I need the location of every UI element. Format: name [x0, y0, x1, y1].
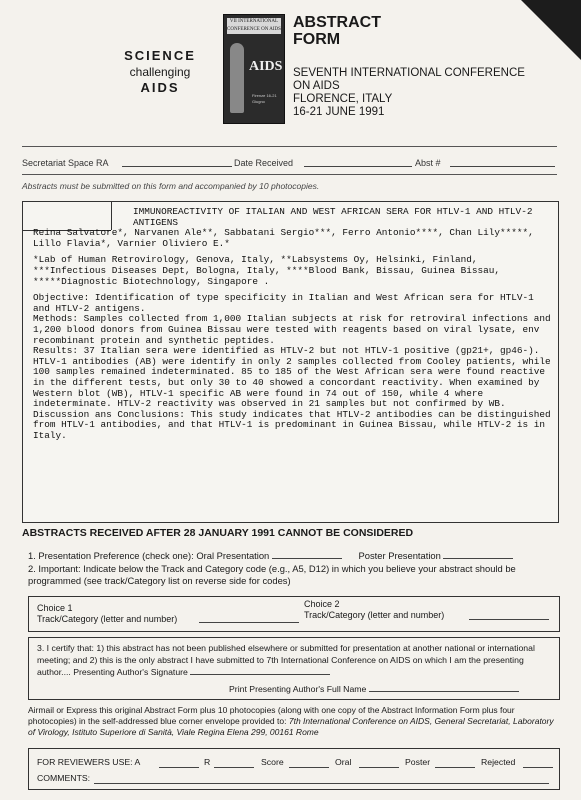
print-name-row: [229, 683, 519, 694]
score-label: Score: [261, 757, 284, 767]
choice-2: [304, 599, 444, 621]
track-category-instruction: 2. Important: Indicate below the Track and Category code (e.g., A5, D12) in which you believe your abstract should be programmed (see track/Category list on reverse side for codes): [28, 563, 516, 586]
reviewer-r-label: R: [204, 757, 211, 767]
score-field[interactable]: [289, 759, 329, 768]
form-title-line: ABSTRACT: [293, 14, 381, 31]
certification-text: [37, 642, 555, 678]
choice-1-title: Choice 1: [37, 603, 73, 613]
presentation-preference: [28, 550, 513, 561]
divider: [22, 146, 557, 147]
print-name-label: Print Presenting Author's Full Name: [229, 684, 367, 694]
poster-presentation-field[interactable]: [443, 550, 513, 559]
tagline-line: AIDS: [140, 80, 180, 95]
poster-header: VII INTERNATIONAL CONFERENCE ON AIDS: [227, 19, 281, 32]
conference-info: [293, 67, 525, 119]
secretariat-row: [22, 158, 557, 170]
abstract-authors: Reina Salvatore*, Narvanen Ale**, Sabbatani Sergio***, Ferro Antonio****, Chan Lily*****, Lillo Flavia*, Varnier Oliviero E.*: [33, 227, 534, 249]
choice-1-label: Track/Category (letter and number): [37, 614, 178, 624]
reviewers-box: [28, 748, 560, 790]
tagline-line: challenging: [129, 65, 191, 79]
divider: [22, 174, 557, 175]
tagline-line: SCIENCE: [124, 48, 196, 63]
secretariat-space-label: Secretariat Space RA: [22, 158, 109, 168]
poster-footer: Firenze 16-21 Giugno: [252, 93, 277, 104]
secretariat-field[interactable]: [122, 158, 232, 167]
tagline: [115, 48, 205, 96]
conference-line: FLORENCE, ITALY: [293, 93, 393, 105]
date-received-label: Date Received: [234, 158, 294, 168]
rejected-label: Rejected: [481, 757, 516, 767]
form-title-line: FORM: [293, 31, 341, 48]
date-received-field[interactable]: [304, 158, 412, 167]
oral-field[interactable]: [359, 759, 399, 768]
poster-label: Poster: [405, 757, 431, 767]
conference-line: ON AIDS: [293, 80, 340, 92]
abstract-title: IMMUNOREACTIVITY OF ITALIAN AND WEST AFRICAN SERA FOR HTLV-1 AND HTLV-2 ANTIGENS: [133, 206, 533, 228]
abstract-box: [22, 201, 559, 523]
mailing-address: 7th International Conference on AIDS, General Secretariat, Laboratory of Virology, Istituto Superiore di Sanità, Viale Regina Elena 299, 00161 Rome: [28, 716, 554, 737]
conference-line: 16-21 JUNE 1991: [293, 106, 385, 118]
signature-field[interactable]: [190, 666, 330, 675]
choice-1-field[interactable]: [199, 614, 299, 623]
certification-statement: 3. I certify that: 1) this abstract has not been published elsewhere or submitted for presentation at another national or international meeting; and 2) this is the only abstract I have submitted to 7th International Conference on AIDS on which I am the presenting author.... Presenting Author's Signature: [37, 643, 535, 677]
choice-2-field[interactable]: [469, 611, 549, 620]
oral-presentation-field[interactable]: [272, 550, 342, 559]
abstract-affiliations: *Lab of Human Retrovirology, Genova, Italy, **Labsystems Oy, Helsinki, Finland, ***Infectious Diseases Dept, Bologna, Italy, ****Blood Bank, Bissau, Guinea Bissau, *****Diagnostic Biotechnology, Singapore .: [33, 254, 500, 287]
reviewer-r-field[interactable]: [214, 759, 254, 768]
poster-field[interactable]: [435, 759, 475, 768]
print-name-field[interactable]: [369, 683, 519, 692]
reviewers-label: FOR REVIEWERS USE: A: [37, 757, 141, 767]
submission-note: Abstracts must be submitted on this form and accompanied by 10 photocopies.: [22, 181, 320, 191]
abst-number-label: Abst #: [415, 158, 441, 168]
reviewer-a-field[interactable]: [159, 759, 199, 768]
oral-label: Oral: [335, 757, 352, 767]
comments-label: COMMENTS:: [37, 773, 91, 783]
certification-box: [28, 637, 560, 700]
choice-2-title: Choice 2: [304, 599, 340, 609]
deadline-notice: ABSTRACTS RECEIVED AFTER 28 JANUARY 1991 CANNOT BE CONSIDERED: [22, 527, 414, 539]
form-title: [293, 14, 381, 48]
corner-mark: [521, 0, 581, 60]
choice-box: [28, 596, 560, 632]
conference-line: SEVENTH INTERNATIONAL CONFERENCE: [293, 67, 525, 79]
comments-field[interactable]: [94, 775, 549, 784]
mailing-instructions: [28, 705, 558, 738]
choice-2-label: Track/Category (letter and number): [304, 610, 445, 620]
rejected-field[interactable]: [523, 759, 553, 768]
poster-logo: AIDS: [249, 59, 283, 74]
abstract-text: [33, 207, 553, 447]
choice-1: [37, 603, 177, 625]
presentation-preference-label: 1. Presentation Preference (check one): Oral Presentation: [28, 550, 270, 561]
conference-poster-image: [223, 14, 285, 124]
abstract-body: Objective: Identification of type specificity in Italian and West African sera for HTLV-1 and HTLV-2 antigens. Methods: Samples collected from 1,000 Italian subjects at risk for retroviral infections and 1,200 blood donors from Guinea Bissau were tested with reagents based on viral lysate, env recombinant protein and synthetic peptides. Results: 37 Italian sera were identified as HTLV-2 but not HTLV-1 positive (gp21+, gp46-). HTLV-1 antibodies (AB) were identify in only 2 samples collected from Cooley patients, while 100 samples remained indeterminated. 85 to 185 of the West African sera were found reactive in the different tests, but only 30 to 40 showed a concordant reactivity. When examined by Western blot (WB), HTLV-1 specific AB were found in 74 out of 150, while 4 where indeterminate. HTLV-2 reactivity was observed in 21 samples but not confirmed by WB. Discussion ans Conclusions: This study indicates that HTLV-2 antibodies can be distinguished from HTLV-1 antibodies, and that HTLV-1 is predominant in Guinea Bissau, while HTLV-2 is in Italy.: [33, 292, 551, 441]
mailing-text: Airmail or Express this original Abstract Form plus 10 photocopies (along with one copy of the Abstract Information Form plus four photocopies) in the self-addressed blue corner envelope provided to:: [28, 705, 515, 726]
poster-figure: [230, 43, 244, 113]
poster-presentation-label: Poster Presentation: [358, 550, 441, 561]
abst-number-field[interactable]: [450, 158, 555, 167]
